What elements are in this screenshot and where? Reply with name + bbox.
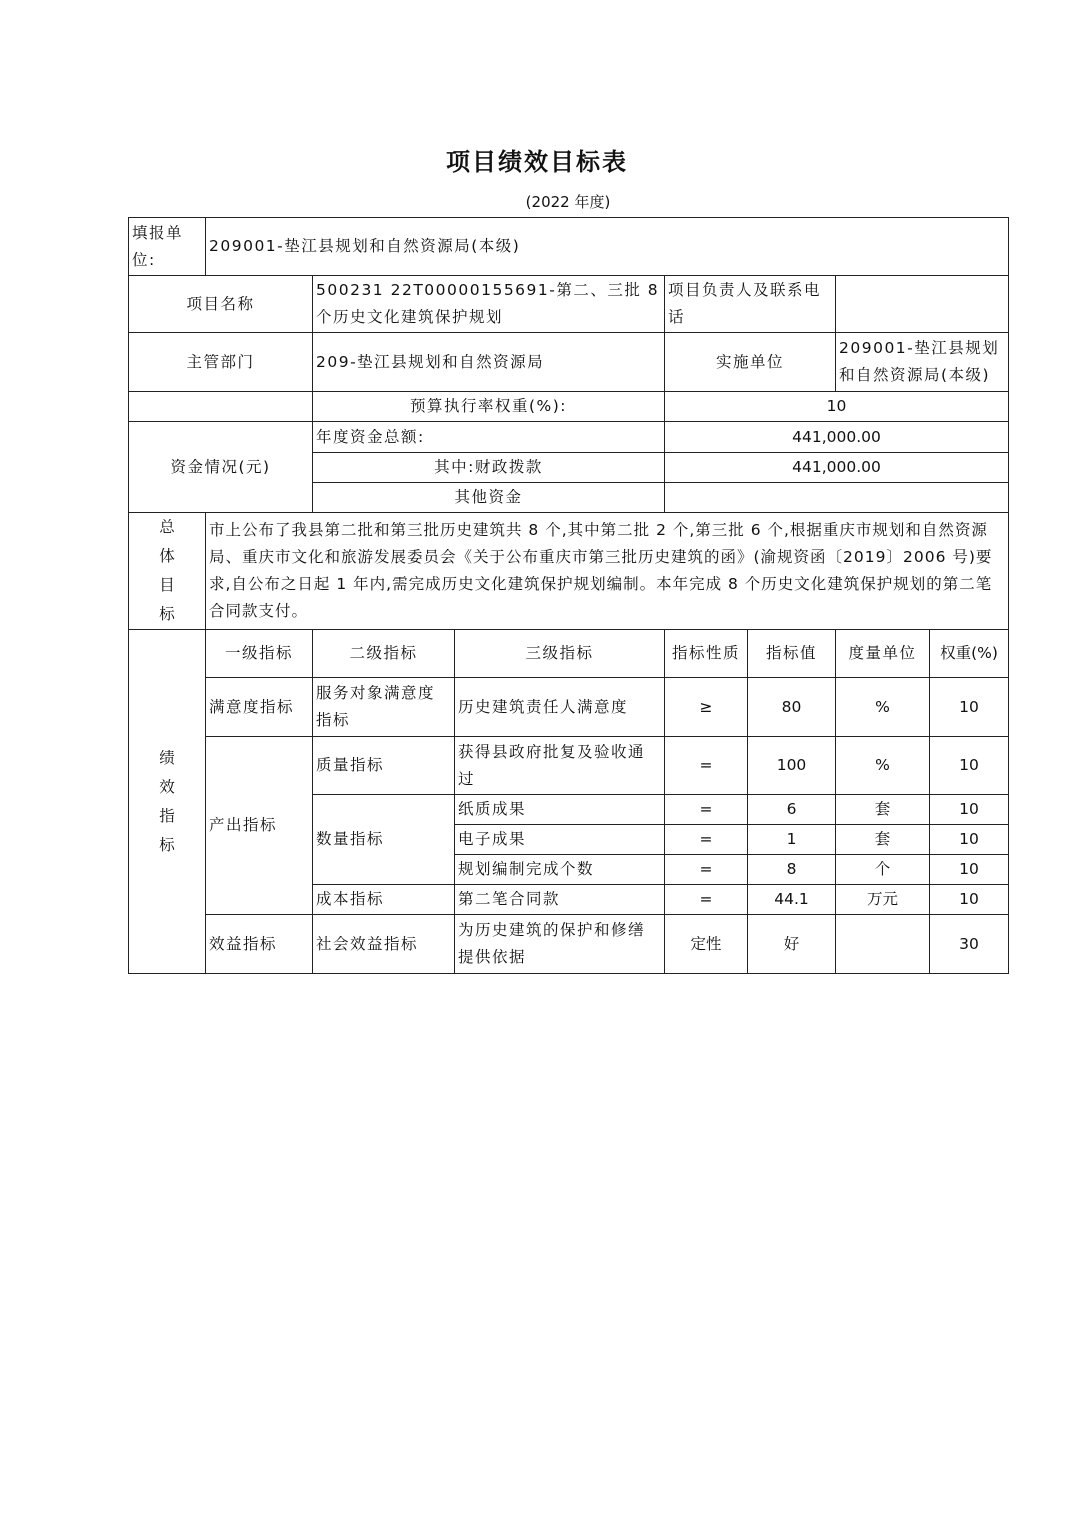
indicator-unit: 个 bbox=[836, 855, 930, 885]
indicators-label: 绩效指标 bbox=[129, 630, 206, 974]
budget-weight-label: 预算执行率权重(%): bbox=[313, 392, 665, 422]
project-name-label: 项目名称 bbox=[129, 276, 313, 333]
funds-other-label: 其他资金 bbox=[313, 483, 665, 513]
level1-benefit: 效益指标 bbox=[206, 915, 313, 974]
indicator-nature: = bbox=[665, 825, 748, 855]
header-value: 指标值 bbox=[748, 630, 836, 678]
indicator-weight: 10 bbox=[930, 678, 1009, 737]
indicator-value: 好 bbox=[748, 915, 836, 974]
header-level2: 二级指标 bbox=[313, 630, 455, 678]
budget-weight-value: 10 bbox=[665, 392, 1009, 422]
goal-text: 市上公布了我县第二批和第三批历史建筑共 8 个,其中第二批 2 个,第三批 6 个,根据重庆市规划和自然资源局、重庆市文化和旅游发展委员会《关于公布重庆市第三批历史建筑的函》(渝规资函〔2019〕2006 号)要求,自公布之日起 1 年内,需完成历史文化建筑保护规划编制。本年完成 8 个历史文化建筑保护规划的第二笔合同款支付。 bbox=[206, 513, 1009, 630]
indicator-value: 100 bbox=[748, 737, 836, 795]
level2-quantity: 数量指标 bbox=[313, 795, 455, 885]
contact-label: 项目负责人及联系电话 bbox=[665, 276, 836, 333]
indicator-name: 规划编制完成个数 bbox=[455, 855, 665, 885]
level2-cost: 成本指标 bbox=[313, 885, 455, 915]
indicator-nature: = bbox=[665, 795, 748, 825]
funds-fiscal-value: 441,000.00 bbox=[665, 453, 1009, 483]
indicator-unit: 万元 bbox=[836, 885, 930, 915]
dept-label: 主管部门 bbox=[129, 333, 313, 392]
indicator-unit: % bbox=[836, 678, 930, 737]
indicator-nature: 定性 bbox=[665, 915, 748, 974]
indicator-value: 6 bbox=[748, 795, 836, 825]
fill-unit-label: 填报单位: bbox=[129, 218, 206, 276]
indicator-name: 纸质成果 bbox=[455, 795, 665, 825]
year-subtitle: (2022 年度) bbox=[525, 193, 611, 211]
header-level1: 一级指标 bbox=[206, 630, 313, 678]
header-nature: 指标性质 bbox=[665, 630, 748, 678]
indicator-name: 电子成果 bbox=[455, 825, 665, 855]
indicator-value: 80 bbox=[748, 678, 836, 737]
dept-value: 209-垫江县规划和自然资源局 bbox=[313, 333, 665, 392]
indicator-nature: ≥ bbox=[665, 678, 748, 737]
indicator-weight: 10 bbox=[930, 855, 1009, 885]
indicator-unit: % bbox=[836, 737, 930, 795]
indicator-weight: 30 bbox=[930, 915, 1009, 974]
fill-unit-value: 209001-垫江县规划和自然资源局(本级) bbox=[206, 218, 1009, 276]
funds-fiscal-label: 其中:财政拨款 bbox=[313, 453, 665, 483]
level2-quality: 质量指标 bbox=[313, 737, 455, 795]
impl-value: 209001-垫江县规划和自然资源局(本级) bbox=[836, 333, 1009, 392]
indicator-nature: = bbox=[665, 737, 748, 795]
level2-service-satisfaction: 服务对象满意度指标 bbox=[313, 678, 455, 737]
funds-total-label: 年度资金总额: bbox=[313, 422, 665, 453]
indicator-name: 为历史建筑的保护和修缮提供依据 bbox=[455, 915, 665, 974]
level1-satisfaction: 满意度指标 bbox=[206, 678, 313, 737]
indicator-value: 8 bbox=[748, 855, 836, 885]
funds-other-value bbox=[665, 483, 1009, 513]
level2-social-benefit: 社会效益指标 bbox=[313, 915, 455, 974]
project-name-value: 500231 22T00000155691-第二、三批 8 个历史文化建筑保护规划 bbox=[313, 276, 665, 333]
indicator-unit: 套 bbox=[836, 795, 930, 825]
indicator-weight: 10 bbox=[930, 825, 1009, 855]
indicator-unit bbox=[836, 915, 930, 974]
indicator-weight: 10 bbox=[930, 885, 1009, 915]
funds-total-value: 441,000.00 bbox=[665, 422, 1009, 453]
header-level3: 三级指标 bbox=[455, 630, 665, 678]
funds-label: 资金情况(元) bbox=[129, 422, 313, 513]
indicator-name: 第二笔合同款 bbox=[455, 885, 665, 915]
indicator-name: 历史建筑责任人满意度 bbox=[455, 678, 665, 737]
impl-label: 实施单位 bbox=[665, 333, 836, 392]
level1-output: 产出指标 bbox=[206, 737, 313, 915]
page-title: 项目绩效目标表 bbox=[446, 148, 628, 176]
indicator-value: 44.1 bbox=[748, 885, 836, 915]
indicator-weight: 10 bbox=[930, 737, 1009, 795]
header-unit: 度量单位 bbox=[836, 630, 930, 678]
budget-weight-blank bbox=[129, 392, 313, 422]
indicator-nature: = bbox=[665, 885, 748, 915]
contact-value bbox=[836, 276, 1009, 333]
performance-target-table bbox=[128, 217, 1009, 974]
indicator-unit: 套 bbox=[836, 825, 930, 855]
header-weight: 权重(%) bbox=[930, 630, 1009, 678]
indicator-value: 1 bbox=[748, 825, 836, 855]
goal-label: 总体目标 bbox=[129, 513, 206, 630]
indicator-nature: = bbox=[665, 855, 748, 885]
indicator-name: 获得县政府批复及验收通过 bbox=[455, 737, 665, 795]
indicator-weight: 10 bbox=[930, 795, 1009, 825]
